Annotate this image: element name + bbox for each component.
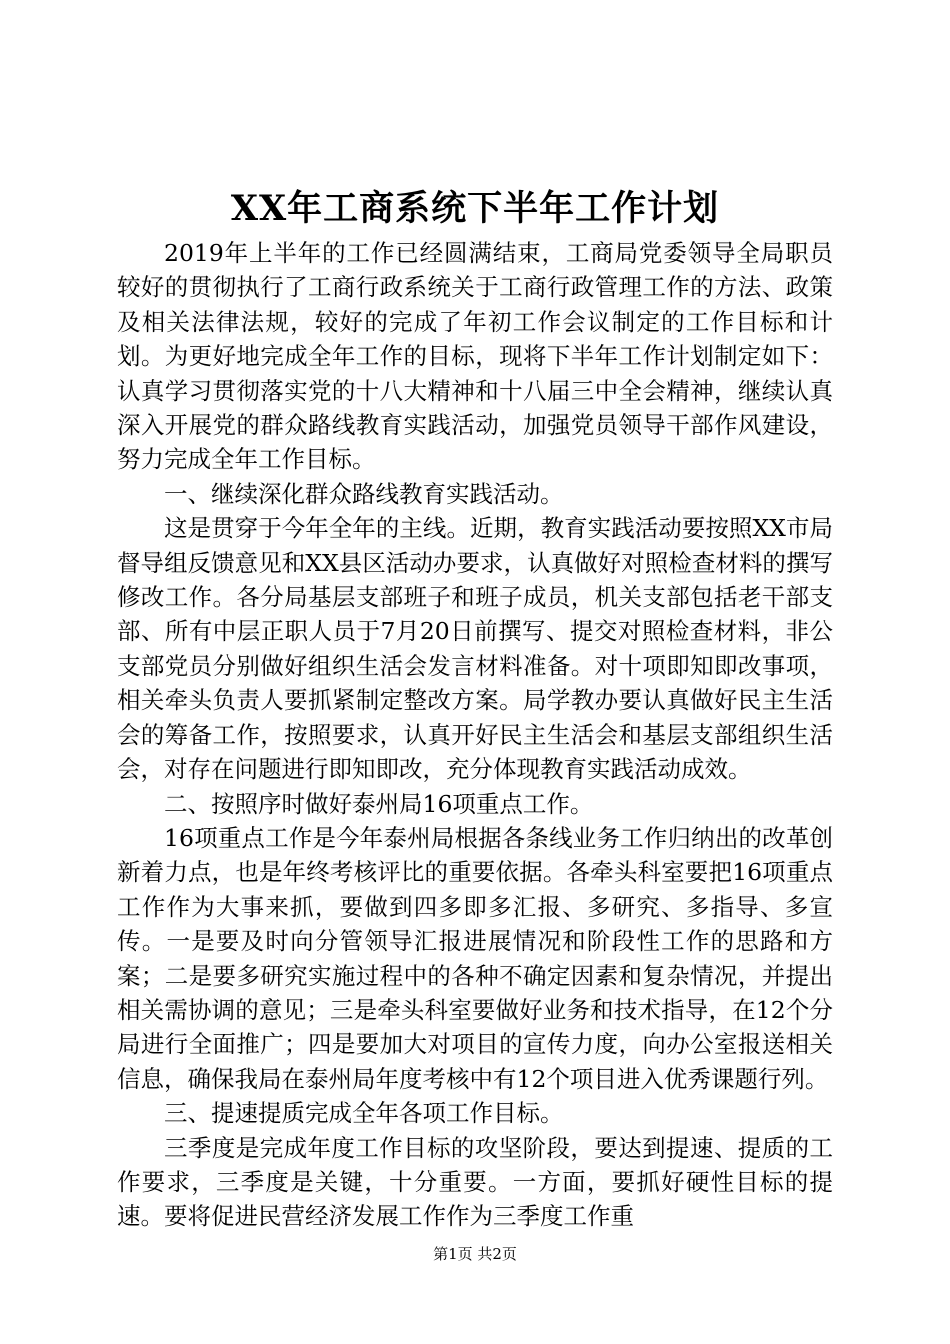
paragraph-section-3: 三季度是完成年度工作目标的攻坚阶段，要达到提速、提质的工作要求，三季度是关键，十分重要。一方面，要抓好硬性目标的提速。要将促进民营经济发展工作作为三季度工作重 — [117, 1133, 833, 1231]
paragraph-section-2: 16项重点工作是今年泰州局根据各条线业务工作归纳出的改革创新着力点，也是年终考核评比的重要依据。各牵头科室要把16项重点工作作为大事来抓，要做到四多即多汇报、多研究、多指导、多宣传。一是要及时向分管领导汇报进展情况和阶段性工作的思路和方案；二是要多研究实施过程中的各种不确定因素和复杂情况，并提出相关需协调的意见；三是牵头科室要做好业务和技术指导，在12个分局进行全面推广；四是要加大对项目的宣传力度，向办公室报送相关信息，确保我局在泰州局年度考核中有12个项目进入优秀课题行列。 — [117, 823, 833, 1093]
document-body — [117, 236, 833, 1234]
section-heading-2: 二、按照序时做好泰州局16项重点工作。 — [164, 789, 594, 818]
document-title: XX年工商系统下半年工作计划 — [230, 188, 720, 229]
paragraph-section-1: 这是贯穿于今年全年的主线。近期，教育实践活动要按照XX市局督导组反馈意见和XX县区活动办要求，认真做好对照检查材料的撰写修改工作。各分局基层支部班子和班子成员，机关支部包括老干部支部、所有中层正职人员于7月20日前撰写、提交对照检查材料，非公支部党员分别做好组织生活会发言材料准备。对十项即知即改事项，相关牵头负责人要抓紧制定整改方案。局学教办要认真做好民主生活会的筹备工作，按照要求，认真开好民主生活会和基层支部组织生活会，对存在问题进行即知即改，充分体现教育实践活动成效。 — [117, 514, 833, 784]
page-footer: 第1页 共2页 — [433, 1245, 517, 1263]
paragraph-intro: 2019年上半年的工作已经圆满结束，工商局党委领导全局职员较好的贯彻执行了工商行政系统关于工商行政管理工作的方法、政策及相关法律法规，较好的完成了年初工作会议制定的工作目标和计划。为更好地完成全年工作的目标，现将下半年工作计划制定如下：认真学习贯彻落实党的十八大精神和十八届三中全会精神，继续认真深入开展党的群众路线教育实践活动，加强党员领导干部作风建设，努力完成全年工作目标。 — [117, 239, 833, 474]
section-heading-1: 一、继续深化群众路线教育实践活动。 — [164, 479, 564, 508]
section-heading-3: 三、提速提质完成全年各项工作目标。 — [164, 1099, 564, 1128]
